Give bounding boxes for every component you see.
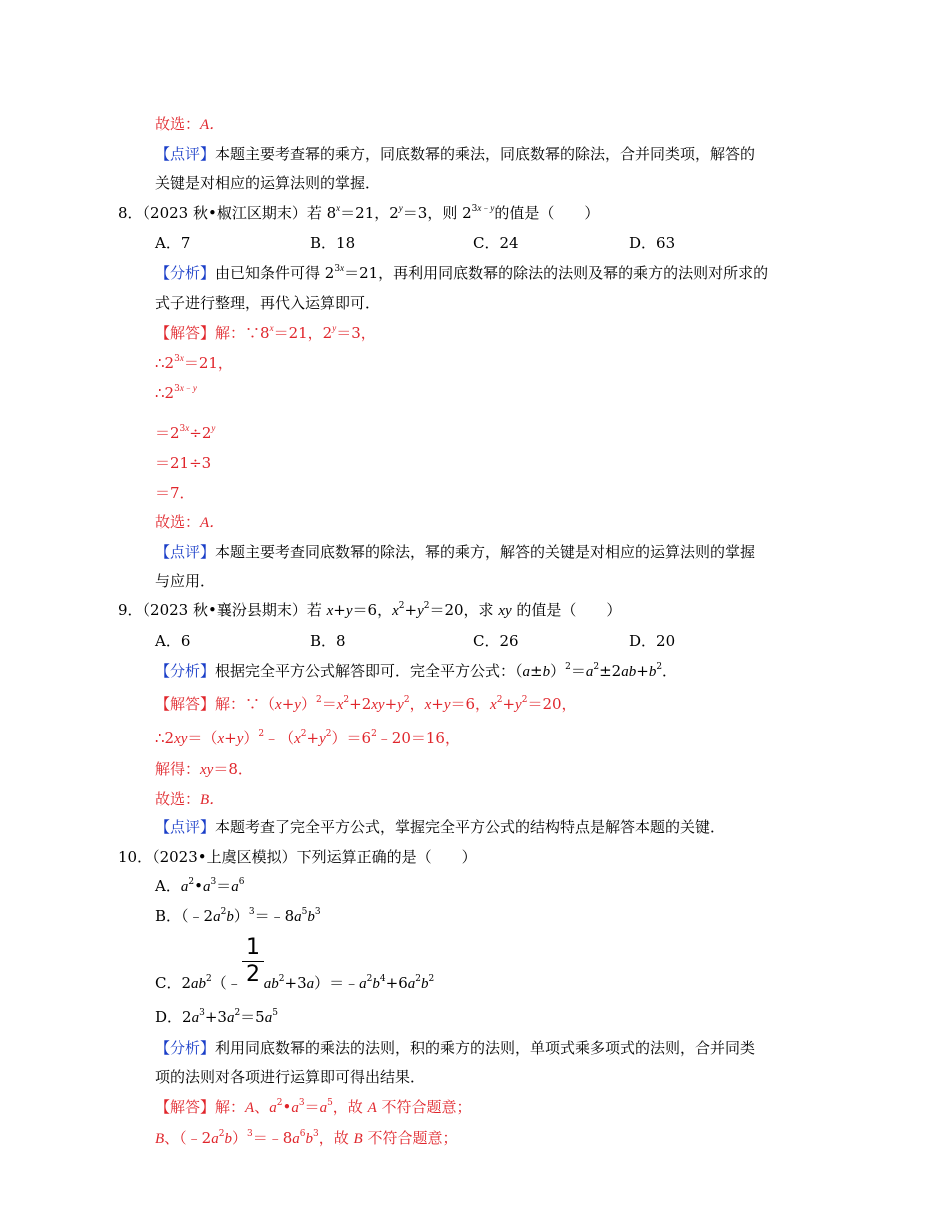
q8-solution-3: $\therefore 2^{3x﹣y}$: [155, 383, 197, 402]
q9-options: [155, 631, 755, 651]
q8-solution-2: $\therefore 2^{3x}=21$，: [155, 353, 233, 372]
q9-solution-2: $\therefore 2xy=(x+y)^2﹣(x^2+y^2)=6^2﹣20=16$，: [155, 729, 460, 747]
q9-comment: 【点评】本题考查了完全平方公式，掌握完全平方公式的结构特点是解答本题的关键．: [155, 818, 726, 836]
q9-solution-3: 解得：xy＝8．: [155, 760, 253, 778]
q10-option-a: A．$a^2•a^3=a^6$: [155, 877, 245, 895]
q8-solution-6: ＝7．: [155, 484, 195, 502]
q7-comment: 【点评】本题主要考查幂的乘方，同底数幂的乘法，同底数幂的除法，合并同类项，解答的: [155, 145, 756, 163]
q10-question: 10．（2023•上虞区模拟）下列运算正确的是（ ）: [118, 848, 477, 866]
fraction-denominator: 2: [246, 962, 260, 987]
q9-analysis: 【分析】根据完全平方公式解答即可．完全平方公式：$(a\pm b)^2=a^2\pm 2ab+b^2$．: [155, 662, 678, 680]
q9-question: 9．（2023 秋•襄汾县期末）若 x+y＝6，$x^2+y^2=20$，求 xy 的值是（ ）: [118, 601, 622, 619]
q8-comment: 【点评】本题主要考查同底数幂的除法，幂的乘方，解答的关键是对相应的运算法则的掌握: [155, 543, 756, 561]
q8-comment-cont: 与应用．: [155, 572, 216, 590]
q8-option-c: C．24: [473, 234, 519, 252]
q10-solution-1: 【解答】解：A、$a^2•a^3=a^5$，故 A 不符合题意；: [155, 1098, 472, 1116]
q8-analysis-cont: 式子进行整理，再代入运算即可．: [155, 294, 381, 312]
q8-option-b: B．18: [310, 234, 356, 252]
q8-solution-1: 【解答】解：$\because 8^x=21$，$2^y=3$，: [155, 323, 376, 342]
q8-analysis: 【分析】由已知条件可得 $2^{3x}=21$，再利用同底数幂的除法的法则及幂的乘方的法则对所求的: [155, 263, 769, 282]
q8-choose: 故选：A．: [155, 513, 225, 531]
q8-options: [155, 233, 755, 253]
q9-option-c: C．26: [473, 632, 519, 650]
q9-solution-1: 【解答】解：$\because(x+y)^2=x^2+2xy+y^2$，x+y＝6，$x^2+y^2=20$，: [155, 695, 577, 713]
q10-option-c: C．$2ab^2(﹣$ $ab^2+3a)=﹣a^2b^4+6a^2b^2$: [155, 974, 435, 992]
q9-choose: 故选：B．: [155, 790, 225, 808]
q10-analysis-cont: 项的法则对各项进行运算即可得出结果．: [155, 1068, 426, 1086]
q9-option-a: A．6: [155, 632, 191, 650]
q8-option-a: A．7: [155, 234, 191, 252]
q8-solution-5: ＝21÷3: [155, 454, 212, 472]
q10-option-b: B．$(﹣2a^2b)^3=﹣8a^5b^3$: [155, 907, 321, 925]
q9-option-b: B．8: [310, 632, 346, 650]
q7-choose: 故选：A．: [155, 115, 225, 133]
q10-solution-2: B、$(﹣2a^2b)^3=﹣8a^6b^3$，故 B 不符合题意；: [155, 1129, 458, 1147]
q8-question: 8．（2023 秋•椒江区期末）若 $8^x=21$，$2^y=3$，则 $2^{3x﹣y}$的值是（ ）: [118, 203, 600, 222]
q10-analysis: 【分析】利用同底数幂的乘法的法则，积的乘方的法则，单项式乘多项式的法则，合并同类: [155, 1039, 756, 1057]
fraction-numerator: 1: [246, 935, 260, 960]
q8-option-d: D．63: [629, 234, 676, 252]
q7-comment-cont: 关键是对相应的运算法则的掌握．: [155, 174, 381, 192]
q8-solution-4: $=2^{3x}\div 2^y$: [155, 423, 216, 442]
q9-option-d: D．20: [629, 632, 676, 650]
q10-option-d: D．$2a^3+3a^2=5a^5$: [155, 1008, 278, 1026]
